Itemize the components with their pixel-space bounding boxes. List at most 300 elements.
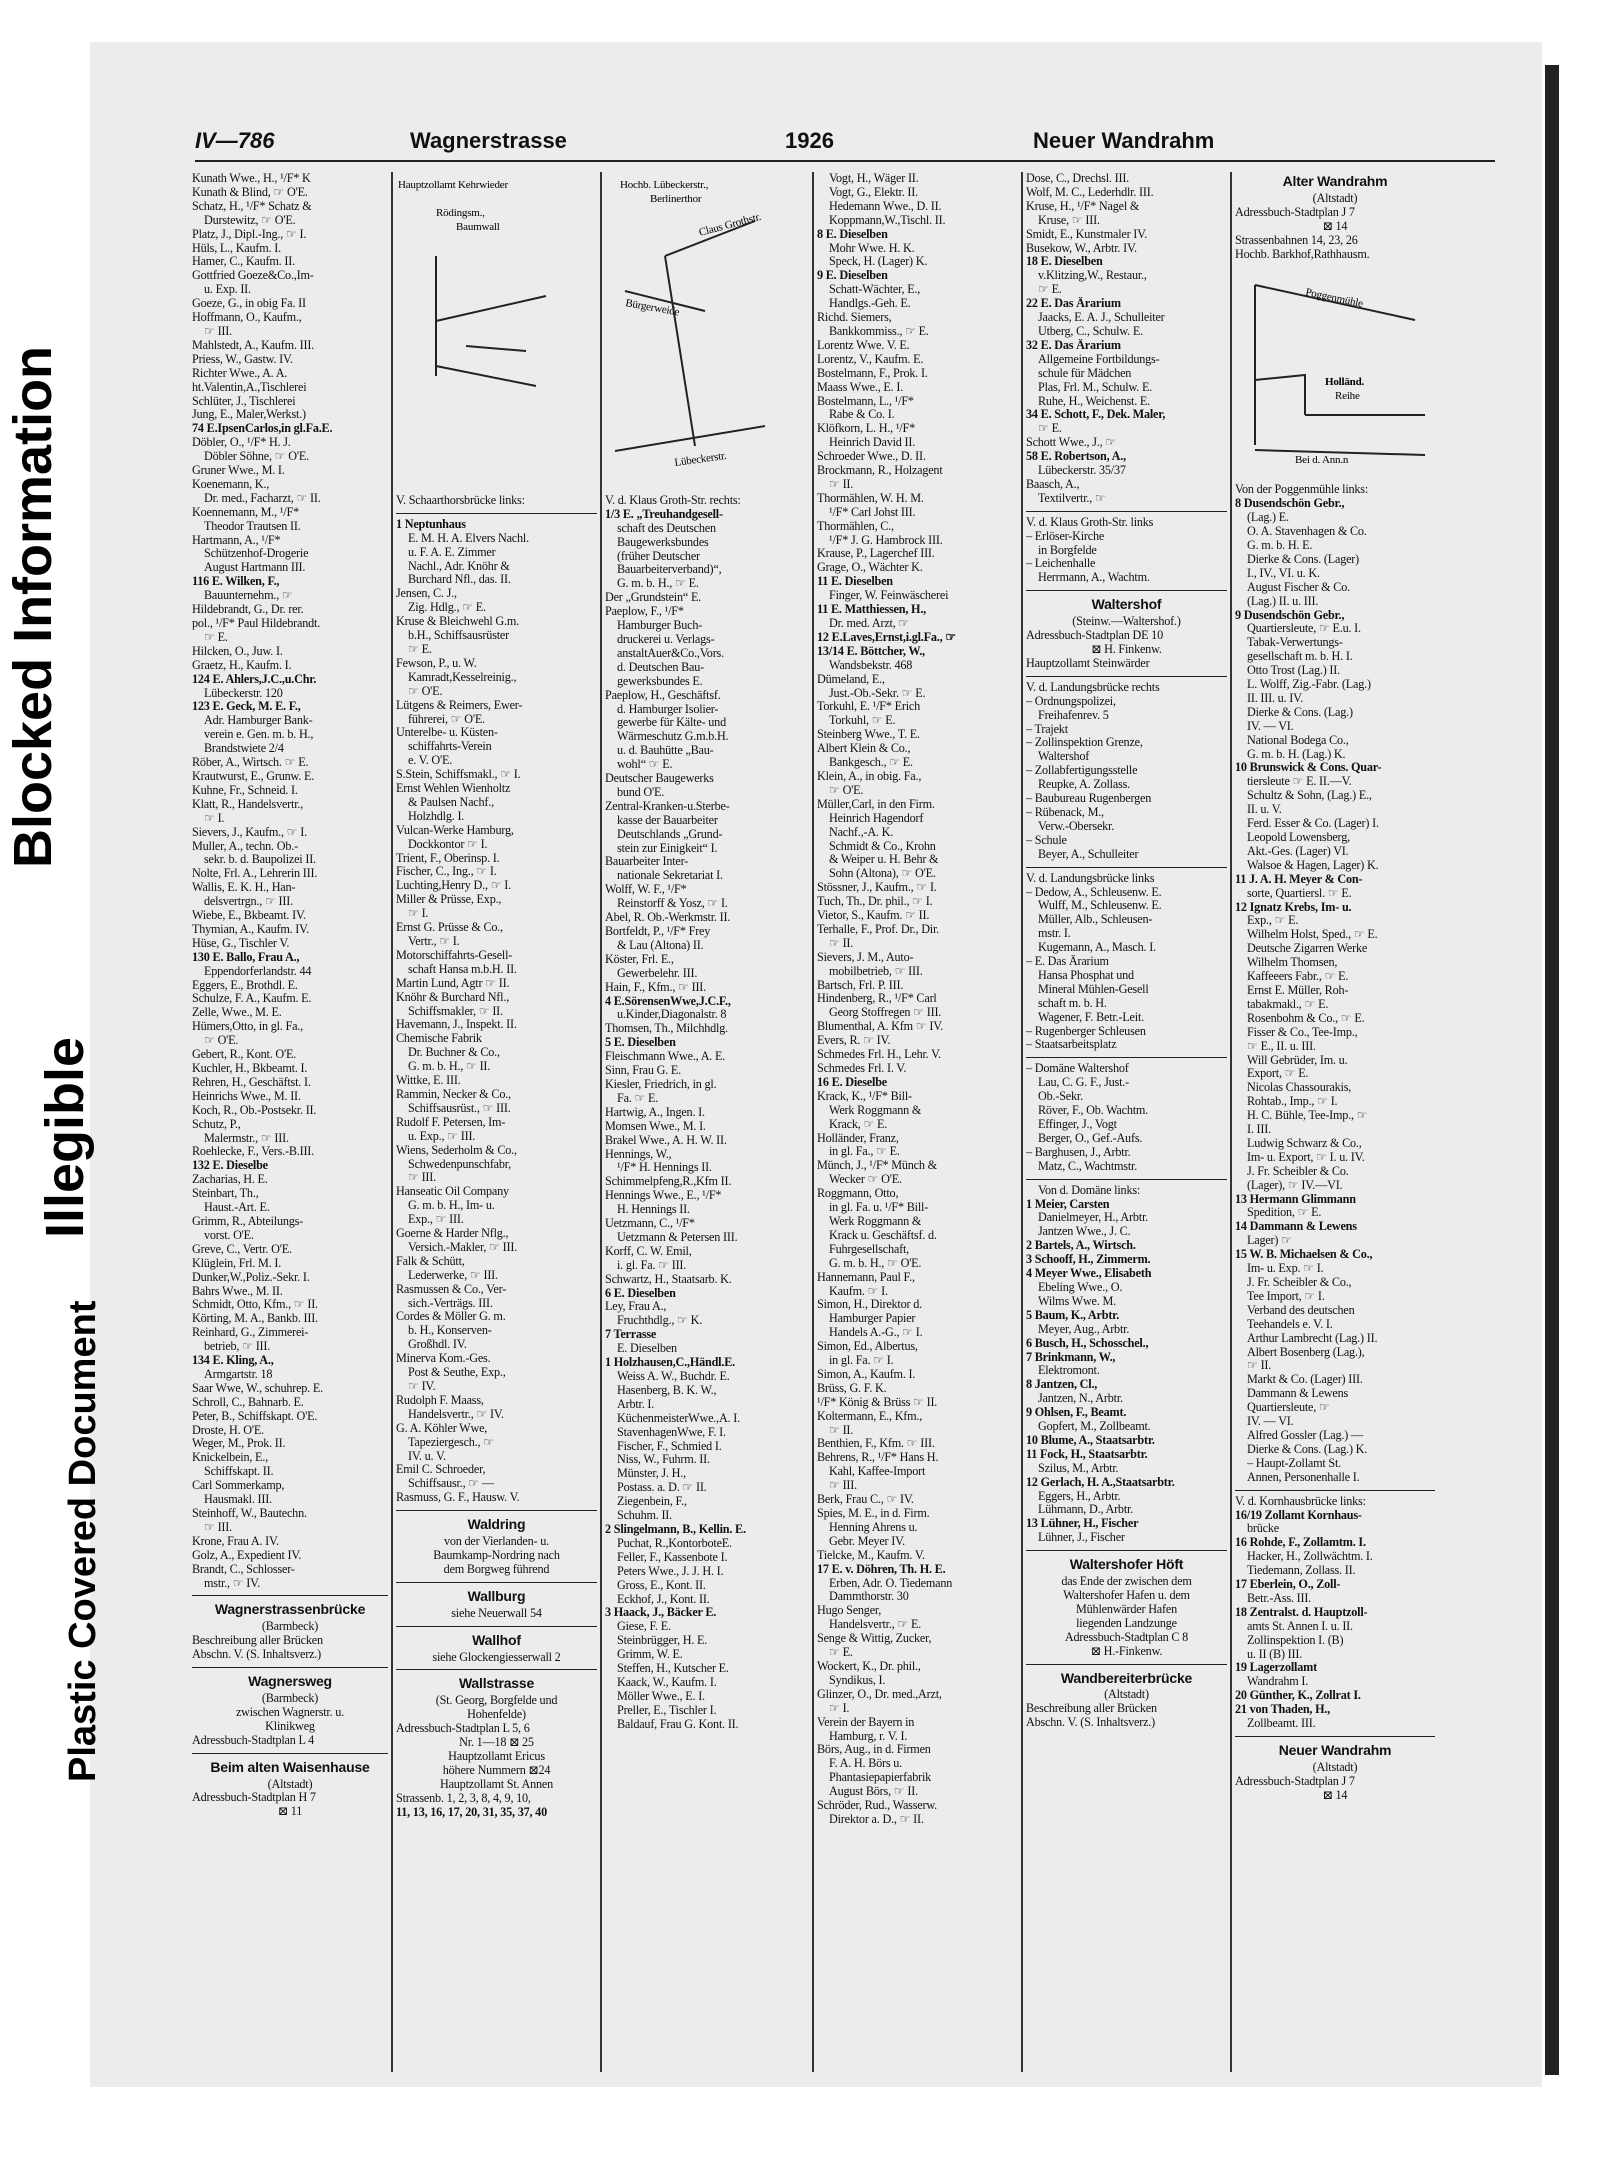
directory-entry-continuation: Tapeziergesch., ☞ (408, 1435, 494, 1449)
directory-entry-continuation: Schiffsmakler, ☞ II. (408, 1004, 503, 1018)
directory-entry-continuation: Ernst E. Müller, Roh- (1247, 983, 1349, 997)
house-number-entry: 1/3 E. „Treuhandgesell- (605, 507, 723, 521)
section-rule (396, 1669, 597, 1674)
directory-entry: Wolf, M. C., Lederhdlr. III. (1026, 185, 1154, 199)
directory-entry: Carl Sommerkamp, (192, 1479, 285, 1493)
section-rule (396, 1582, 597, 1587)
house-number-entry: 1 Neptunhaus (396, 517, 466, 531)
directory-entry-continuation: nationale Sekretariat I. (617, 869, 723, 883)
map-label: Rödingsm., (436, 207, 485, 219)
directory-entry-continuation: mstr., ☞ IV. (204, 1576, 261, 1590)
street-map-svg (1235, 265, 1431, 475)
directory-entry-continuation: Wilhelm Thomsen, (1247, 956, 1338, 970)
directory-entry: Brakel Wwe., A. H. W. II. (605, 1133, 727, 1147)
directory-entry-continuation: Spedition, ☞ E. (1247, 1206, 1322, 1220)
directory-entry: Goerne & Harder Nflg., (396, 1227, 509, 1241)
directory-entry-continuation: Dierke & Cons. (Lag.) (1247, 705, 1353, 719)
directory-entry-continuation: Ebeling Wwe., O. (1038, 1280, 1123, 1294)
directory-entry-continuation: ☞ E. (829, 1646, 853, 1660)
directory-entry: Schutz, P., (192, 1117, 241, 1131)
directory-entry-continuation: Lühner, J., Fischer (1038, 1531, 1125, 1545)
directory-entry-continuation: Im- u. Export, ☞ I. u. IV. (1247, 1150, 1365, 1164)
directory-entry: Maass Wwe., E. I. (817, 380, 904, 394)
directory-entry-continuation: IV. — VI. (1247, 719, 1294, 733)
directory-entry-continuation: Kaufm. ☞ I. (829, 1284, 888, 1298)
street-lines (436, 256, 546, 386)
directory-entry-continuation: Annen, Personenhalle I. (1247, 1470, 1360, 1484)
directory-entry: – Leichenhalle (1026, 557, 1096, 571)
directory-entry: Albert Klein & Co., (817, 742, 911, 756)
directory-entry-continuation: kasse der Bauarbeiter (617, 813, 718, 827)
directory-entry-continuation: Fisser & Co., Tee-Imp., (1247, 1025, 1358, 1039)
directory-entry: Hennings, W., (605, 1147, 672, 1161)
house-number-entry: 6 Busch, H., Schosschel., (1026, 1336, 1149, 1350)
directory-entry: Ernst Wehlen Wienholtz (396, 782, 511, 796)
directory-entry: Koltermann, E., Kfm., (817, 1409, 923, 1423)
directory-entry-continuation: ☞ E. (204, 630, 228, 644)
directory-entry-continuation: ☞ O'E. (408, 684, 443, 698)
directory-entry: Rasmuss, G. F., Hausw. V. (396, 1491, 520, 1505)
directory-entry: V. d. Klaus Groth-Str. links (1026, 515, 1154, 529)
directory-entry: Vulcan-Werke Hamburg, (396, 823, 514, 837)
directory-entry: Köster, Frl. E., (605, 952, 674, 966)
directory-entry: Börs, Aug., in d. Firmen (817, 1743, 931, 1757)
directory-entry: Vietor, S., Kaufm. ☞ II. (817, 909, 930, 923)
directory-entry: Schulze, F. A., Kaufm. E. (192, 992, 312, 1006)
directory-entry-continuation: Just.-Ob.-Sekr. ☞ E. (829, 686, 926, 700)
directory-entry-continuation: ☞ O'E. (829, 783, 864, 797)
directory-entry-continuation: d. Deutschen Bau- (617, 660, 704, 674)
directory-entry-continuation: ☞ E. (1038, 283, 1062, 297)
directory-entry-continuation: Sohn (Altona), ☞ O'E. (829, 867, 936, 881)
directory-entry: G. A. Köhler Wwe, (396, 1421, 488, 1435)
directory-entry-continuation: G. m. b. H. (Lag.) K. (1247, 747, 1346, 761)
directory-entry: Von der Poggenmühle links: (1235, 483, 1369, 497)
directory-entry-continuation: Dammann & Lewens (1247, 1387, 1349, 1401)
street-lines (615, 221, 765, 451)
map-label: Hochb. Lübeckerstr., (620, 179, 709, 191)
directory-entry-continuation: Versich.-Makler, ☞ III. (408, 1240, 518, 1254)
directory-entry-continuation: Danielmeyer, H., Arbtr. (1038, 1211, 1148, 1225)
directory-entry: Adressbuch-Stadtplan L 5, 6 (396, 1722, 530, 1736)
directory-entry-continuation: ☞ I. (829, 1701, 850, 1715)
directory-entry-continuation: Ruhe, H., Weichenst. E. (1038, 394, 1150, 408)
directory-entry-continuation: Fruchthdlg., ☞ K. (617, 1314, 703, 1328)
map-label: Bei d. Ann.n (1295, 454, 1349, 467)
map-label: Lübeckerstr. (673, 449, 728, 469)
directory-entry: Ernst G. Prüsse & Co., (396, 921, 503, 935)
directory-entry-continuation: sekr. b. d. Baupolizei II. (204, 853, 316, 867)
house-number-entry: 3 Haack, J., Bäcker E. (605, 1606, 717, 1620)
directory-entry-continuation: Post & Seuthe, Exp., (408, 1366, 506, 1380)
directory-entry: Klein, A., in obig. Fa., (817, 769, 922, 783)
directory-entry-continuation: Beyer, A., Schulleiter (1038, 847, 1139, 861)
directory-entry: Baasch, A., (1026, 477, 1080, 491)
directory-entry: Hochb. Barkhof,Rathhausm. (1235, 247, 1370, 261)
directory-entry-continuation: II. u. V. (1247, 803, 1282, 817)
side-label-illegible: Illegible (35, 1036, 95, 1238)
directory-entry: Spies, M. E., in d. Firm. (817, 1507, 930, 1520)
directory-entry-continuation: schaft Hansa m.b.H. II. (408, 962, 517, 976)
directory-entry: Rasmussen & Co., Ver- (396, 1282, 507, 1296)
directory-entry-continuation: Wandrahm I. (1247, 1675, 1309, 1689)
street-note: Hohenfelde) (467, 1708, 526, 1722)
directory-entry-continuation: Markt & Co. (Lager) III. (1247, 1373, 1363, 1387)
directory-entry: Unterelbe- u. Küsten- (396, 726, 498, 740)
directory-entry-continuation: ☞ II. (829, 936, 854, 950)
header-rule (195, 160, 1495, 162)
directory-entry-continuation: Jantzen, N., Arbtr. (1038, 1392, 1123, 1406)
directory-entry-continuation: (Lager), ☞ IV.—VI. (1247, 1178, 1343, 1192)
directory-entry-continuation: Von d. Domäne links: (1038, 1183, 1141, 1197)
section-rule (1026, 1664, 1227, 1669)
street-note: (Steinw.—Waltershof.) (1072, 615, 1181, 629)
directory-entry: Wallis, E. K. H., Han- (192, 881, 296, 895)
directory-entry-continuation: Krack u. Geschäftsf. d. (829, 1228, 937, 1242)
side-label-plastic: Plastic Covered Document (62, 1300, 104, 1782)
directory-entry: Graetz, H., Kaufm. I. (192, 658, 292, 672)
directory-entry-continuation: O. A. Stavenhagen & Co. (1247, 525, 1367, 539)
house-number-entry: 11 J. A. H. Meyer & Con- (1235, 872, 1363, 886)
house-number-entry: 12 E.Laves,Ernst,i.gl.Fa., ☞ (817, 630, 957, 644)
street-heading: Alter Wandrahm (1282, 175, 1388, 189)
directory-entry: Thormählen, C., (817, 519, 894, 533)
directory-entry-continuation: Schiffsausr., ☞ — (408, 1477, 494, 1491)
directory-entry: Roehlecke, F., Vers.-B.III. (192, 1145, 315, 1159)
house-number-entry: 8 Dusendschön Gebr., (1235, 497, 1345, 511)
directory-entry: Cordes & Möller G. m. (396, 1310, 506, 1324)
directory-entry: Kuhne, Fr., Schneid. I. (192, 783, 298, 797)
directory-entry: Lütgens & Reimers, Ewer- (396, 698, 523, 712)
directory-entry-continuation: Gewerbelehr. III. (617, 966, 698, 980)
directory-entry-continuation: Georg Stoffregen ☞ III. (829, 1006, 942, 1020)
directory-entry: Schröder, Rud., Wasserw. (817, 1799, 937, 1813)
directory-entry-continuation: StavenhagenWwe, F. I. (617, 1425, 726, 1439)
directory-entry-continuation: schule für Mädchen (1038, 366, 1132, 380)
directory-entry: Sievers, J., Kaufm., ☞ I. (192, 825, 307, 839)
directory-entry-continuation: Szilus, M., Arbtr. (1038, 1461, 1119, 1475)
directory-entry-continuation: Hasenberg, B. K. W., (617, 1383, 717, 1397)
directory-entry: Saar Wwe, W., schuhrep. E. (192, 1381, 323, 1395)
house-number-entry: 8 Jantzen, Cl., (1026, 1378, 1098, 1392)
directory-entry-continuation: Holzhdlg. I. (408, 809, 465, 823)
directory-entry: Der „Grundstein“ E. (605, 591, 702, 605)
house-number-entry: 18 E. Dieselben (1026, 255, 1103, 269)
street-note: Hauptzollamt Ericus (448, 1749, 545, 1763)
directory-entry-continuation: delsvertrgn., ☞ III. (204, 895, 293, 909)
directory-entry-continuation: E. Dieselben (617, 1342, 677, 1356)
directory-entry: Zelle, Wwe., M. E. (192, 1006, 282, 1020)
directory-entry: – Domäne Waltershof (1026, 1062, 1129, 1076)
directory-entry-continuation: wohl“ ☞ E. (617, 758, 673, 772)
directory-entry: Mahlstedt, A., Kaufm. III. (192, 338, 315, 352)
directory-entry: Münch, J., ¹/F* Münch & (817, 1159, 937, 1173)
directory-entry-continuation: ¹/F* H. Hennings II. (617, 1161, 712, 1175)
directory-entry: Fischer, C., Ing., ☞ I. (396, 865, 497, 879)
directory-entry: V. Schaarthorsbrücke links: (396, 493, 525, 507)
directory-entry-continuation: amts St. Annen I. u. II. (1247, 1619, 1353, 1633)
directory-entry: Dose, C., Drechsl. III. (1026, 172, 1130, 185)
directory-entry-continuation: Durstewitz, ☞ O'E. (204, 213, 296, 227)
directory-entry: Wiebe, E., Bkbeamt. IV. (192, 909, 306, 923)
street-map-m2 (605, 176, 809, 490)
directory-entry-continuation: Plas, Frl. M., Schulw. E. (1038, 380, 1153, 394)
street-note: siehe Neuerwall 54 (451, 1606, 542, 1620)
directory-entry-continuation: u. Exp. II. (204, 283, 251, 297)
directory-entry: Tuch, Th., Dr. phil., ☞ I. (817, 895, 933, 909)
directory-entry: Weger, M., Prok. II. (192, 1437, 286, 1451)
directory-entry: Kunath Wwe., H., ¹/F* K (192, 172, 311, 185)
directory-entry-continuation: H. Hennings II. (617, 1203, 690, 1217)
directory-entry-continuation: Elektromont. (1038, 1364, 1100, 1378)
directory-entry: Klatt, R., Handelsvertr., (192, 797, 304, 811)
directory-entry: Hannemann, Paul F., (817, 1270, 915, 1284)
directory-entry-continuation: Verband des deutschen (1247, 1303, 1355, 1317)
directory-entry-continuation: Weiss A. W., Buchdr. E. (617, 1370, 730, 1383)
directory-entry: Hindenberg, R., ¹/F* Carl (817, 992, 937, 1006)
directory-entry: Hüls, L., Kaufm. I. (192, 241, 281, 255)
directory-entry: Hauptzollamt Steinwärder (1026, 656, 1150, 670)
directory-entry-continuation: schaft m. b. H. (1038, 996, 1107, 1010)
directory-entry-continuation: Gopfert, M., Zollbeamt. (1038, 1420, 1151, 1434)
directory-entry: – Zollinspektion Grenze, (1026, 736, 1143, 750)
directory-entry-continuation: in gl. Fa., ☞ E. (829, 1145, 900, 1159)
street-map-m3 (1235, 265, 1435, 479)
directory-entry: V. d. Klaus Groth-Str. rechts: (605, 493, 741, 507)
directory-entry: Schmidt, Otto, Kfm., ☞ II. (192, 1298, 318, 1312)
directory-entry-continuation: G. m. b. H., ☞ II. (408, 1060, 491, 1074)
house-number-entry: 116 E. Wilken, F., (192, 575, 280, 589)
directory-entry: Priess, W., Gastw. IV. (192, 352, 293, 366)
street-note: Hauptzollamt St. Annen (439, 1777, 554, 1791)
directory-entry: Hanseatic Oil Company (396, 1185, 509, 1199)
directory-entry-continuation: Brandstwiete 2/4 (204, 742, 284, 756)
directory-entry-continuation: ☞ I. (408, 907, 429, 921)
directory-column-1 (192, 172, 388, 1819)
directory-entry-continuation: Fuhrgesellschaft, (829, 1242, 909, 1256)
directory-entry: Hilcken, O., Juw. I. (192, 644, 283, 658)
directory-entry-continuation: Will Gebrüder, Im. u. (1247, 1053, 1348, 1067)
house-number-entry: 3 Schooff, H., Zimmerm. (1026, 1253, 1151, 1267)
directory-entry-continuation: Grimm, W. E. (617, 1648, 683, 1662)
directory-entry: Koennemann, M., ¹/F* (192, 505, 299, 519)
directory-entry-continuation: Preller, E., Tischler I. (617, 1703, 717, 1717)
street-note: Klinikweg (265, 1719, 315, 1733)
directory-entry: Adressbuch-Stadtplan J 7 (1235, 205, 1355, 219)
directory-entry-continuation: Dierke & Cons. (Lager) (1247, 552, 1360, 566)
directory-entry: Trient, F., Oberinsp. I. (396, 851, 500, 865)
house-number-entry: 1 Meier, Carsten (1026, 1197, 1110, 1211)
house-number-entry: 124 E. Ahlers,J.C.,u.Chr. (192, 672, 317, 686)
directory-entry: Kunath & Blind, ☞ O'E. (192, 185, 308, 199)
column-rule (1230, 172, 1232, 2072)
house-number-entry: 16/19 Zollamt Kornhaus- (1235, 1508, 1362, 1522)
street-map-m1 (396, 176, 597, 490)
directory-entry: Schatz, H., ¹/F* Schatz & (192, 199, 312, 213)
directory-entry: Thymian, A., Kaufm. IV. (192, 922, 310, 936)
directory-entry: ht.Valentin,A.,Tischlerei (192, 380, 307, 394)
directory-entry-continuation: Export, ☞ E. (1247, 1067, 1309, 1081)
directory-entry-continuation: Armgartstr. 18 (204, 1367, 273, 1381)
directory-entry: Brüss, G. F. K. (817, 1381, 887, 1395)
directory-entry: Hennings Wwe., E., ¹/F* (605, 1189, 722, 1203)
map-label: Hauptzollamt Kehrwieder (398, 179, 508, 191)
directory-column-3 (605, 172, 809, 1732)
directory-entry-continuation: ☞ I. (204, 811, 225, 825)
directory-entry-continuation: Handlgs.-Geh. E. (829, 297, 911, 311)
directory-entry: Abschn. V. (S. Inhaltsverz.) (192, 1648, 322, 1662)
directory-entry-continuation: Henning Ahrens u. (829, 1520, 918, 1534)
directory-entry: Verein der Bayern in (817, 1715, 915, 1729)
directory-entry-continuation: Adr. Hamburger Bank- (204, 714, 313, 728)
street-note: liegenden Landzunge (1076, 1616, 1177, 1630)
directory-entry-continuation: Exp., ☞ E. (1247, 914, 1299, 928)
directory-entry-continuation: & Lau (Altona) II. (617, 938, 704, 952)
directory-entry: Goeze, G., in obig Fa. II (192, 297, 306, 311)
directory-entry-continuation: G. m. b. H., ☞ O'E. (829, 1256, 922, 1270)
street-note: dem Borgweg führend (443, 1562, 550, 1576)
directory-entry-continuation: Zollinspektion I. (B) (1247, 1633, 1344, 1647)
directory-entry-continuation: Effinger, J., Vogt (1038, 1118, 1117, 1131)
directory-entry: Krautwurst, E., Grunw. E. (192, 769, 315, 783)
house-number-entry: 32 E. Das Ärarium (1026, 338, 1121, 352)
directory-entry: Wolff, W. F., ¹/F* (605, 883, 687, 897)
directory-entry-continuation: Jaacks, E. A. J., Schulleiter (1038, 311, 1165, 325)
directory-entry-continuation: brücke (1247, 1522, 1279, 1536)
directory-entry-continuation: Nachl., Adr. Knöhr & (408, 559, 510, 573)
directory-entry: Grage, O., Wächter K. (817, 561, 923, 575)
house-number-entry: 130 E. Ballo, Frau A., (192, 950, 300, 964)
directory-entry-continuation: G. m. b. H. E. (1247, 538, 1313, 552)
street-note: zwischen Wagnerstr. u. (235, 1705, 345, 1719)
directory-entry-continuation: Koppmann,W.,Tischl. II. (829, 213, 946, 227)
directory-entry: Schlüter, J., Tischlerei (192, 394, 296, 408)
directory-entry: pol., ¹/F* Paul Hildebrandt. (192, 617, 321, 630)
street-heading: Waltershofer Höft (1069, 1558, 1184, 1573)
directory-entry: Martin Lund, Agtr ☞ II. (396, 976, 510, 990)
directory-entry-continuation: stein zur Einigkeit“ I. (617, 841, 718, 855)
street-note: ⊠ H.-Finkenw. (1090, 1644, 1163, 1658)
house-number-entry: 10 Blume, A., Staatsarbtr. (1026, 1433, 1155, 1447)
directory-entry: Muller, A., techn. Ob.- (192, 839, 298, 853)
directory-entry-continuation: Haust.-Art. E. (204, 1201, 270, 1215)
directory-entry-continuation: Kaffeeers Fabr., ☞ E. (1247, 970, 1349, 984)
directory-entry-continuation: Allgemeine Fortbildungs- (1038, 352, 1160, 366)
directory-entry: Uetzmann, C., ¹/F* (605, 1217, 695, 1231)
house-number-entry: 17 Eberlein, O., Zoll- (1235, 1578, 1341, 1592)
directory-entry-continuation: Vogt, G., Elektr. II. (829, 185, 919, 199)
directory-entry-continuation: Dr. med. Arzt, ☞ (829, 617, 910, 630)
directory-entry: Reinhard, G., Zimmerei- (192, 1326, 309, 1340)
directory-entry-continuation: betrieb, ☞ III. (204, 1340, 271, 1354)
directory-entry: Rehren, H., Geschäftst. I. (192, 1075, 311, 1089)
directory-column-4 (817, 172, 1018, 1827)
directory-entry: Hümers,Otto, in gl. Fa., (192, 1020, 303, 1034)
directory-entry-continuation: Vogt, H., Wäger II. (829, 172, 919, 185)
directory-entry: Droste, H. O'E. (192, 1423, 264, 1437)
directory-entry-continuation: Deutschlands „Grund- (617, 827, 723, 841)
directory-entry: Rudolf F. Petersen, Im- (396, 1115, 506, 1129)
street-note: Adressbuch-Stadtplan C 8 (1064, 1630, 1189, 1644)
directory-entry-continuation: (früher Deutscher (617, 549, 700, 563)
directory-entry-continuation: mstr. I. (1038, 927, 1071, 941)
directory-entry: Momsen Wwe., M. I. (605, 1119, 706, 1133)
directory-entry-continuation: Leopold Lowensberg, (1247, 831, 1350, 844)
directory-entry: Dümeland, E., (817, 672, 885, 686)
directory-entry: Knickelbein, E., (192, 1451, 268, 1465)
house-number-entry: 9 E. Dieselben (817, 269, 888, 283)
directory-entry-continuation: verein e. Gen. m. b. H., (204, 728, 314, 742)
directory-entry-continuation: Reinstorff & Yosz, ☞ I. (617, 897, 728, 911)
house-number-entry: 16 E. Dieselbe (817, 1075, 887, 1089)
directory-entry-continuation: mobilbetrieb, ☞ III. (829, 964, 923, 978)
directory-entry-continuation: Textilvertr., ☞ (1038, 491, 1106, 505)
directory-entry: Sievers, J. M., Auto- (817, 950, 914, 964)
directory-entry: Golz, A., Expedient IV. (192, 1548, 302, 1562)
directory-entry: Terhalle, F., Prof. Dr., Dir. (817, 922, 940, 936)
directory-entry-continuation: Lühmann, D., Arbtr. (1038, 1503, 1134, 1517)
directory-entry-continuation: Matz, C., Wachtmstr. (1038, 1159, 1138, 1173)
directory-entry: Strassenbahnen 14, 23, 26 (1235, 233, 1358, 247)
directory-entry-continuation: Hamburger Buch- (617, 619, 703, 633)
map-label: Poggenmühle (1304, 286, 1364, 311)
directory-entry: Jung, E., Maler,Werkst.) (192, 408, 306, 422)
directory-entry-continuation: Jantzen Wwe., J. C. (1038, 1225, 1131, 1239)
directory-entry-continuation: Fa. ☞ E. (617, 1091, 659, 1105)
directory-entry-continuation: Ludwig Schwarz & Co., (1247, 1136, 1362, 1150)
directory-entry-continuation: Krack, ☞ E. (829, 1117, 888, 1131)
directory-entry: Körting, M. A., Bankb. III. (192, 1312, 318, 1326)
directory-entry-continuation: J. Fr. Scheibler & Co., (1247, 1276, 1352, 1289)
directory-entry: Hartmann, A., ¹/F* (192, 533, 281, 547)
directory-entry-continuation: I. III. (1247, 1123, 1271, 1137)
column-rule (600, 172, 602, 2072)
street-heading: Waltershof (1091, 598, 1162, 613)
section-rule (192, 1667, 388, 1672)
directory-entry: – Zollabfertigungsstelle (1026, 764, 1138, 778)
house-number-entry: 19 Lagerzollamt (1235, 1661, 1317, 1675)
directory-entry-continuation: d. Hamburger Isolier- (617, 702, 719, 716)
section-rule (1026, 1550, 1227, 1555)
directory-entry-continuation: in gl. Fa. ☞ I. (829, 1354, 894, 1368)
directory-entry-continuation: schiffahrts-Verein (408, 740, 492, 754)
directory-entry: Jensen, C. J., (396, 587, 457, 601)
directory-entry-continuation: Werk Roggmann & (829, 1103, 922, 1117)
directory-entry-continuation: Hacker, H., Zollwächtm. I. (1247, 1550, 1373, 1564)
directory-entry-continuation: Burchard Nfl., das. II. (408, 573, 511, 587)
house-number-entry: 1 Holzhausen,C.,Händl.E. (605, 1356, 735, 1370)
section-rule (1026, 590, 1227, 595)
directory-entry-continuation: Waltershof (1038, 750, 1090, 764)
column-rule (812, 172, 814, 2072)
street-note: ⊠ 14 (1322, 219, 1348, 233)
directory-entry-continuation: Puchat, R.,KontorboteE. (617, 1536, 732, 1550)
directory-entry: – Erlöser-Kirche (1026, 529, 1105, 543)
directory-entry-continuation: Wecker ☞ O'E. (829, 1173, 902, 1187)
directory-entry-continuation: u. Exp., ☞ III. (408, 1129, 476, 1143)
directory-entry: Simon, Ed., Albertus, (817, 1340, 918, 1354)
house-number-entry: 2 Bartels, A., Wirtsch. (1026, 1239, 1136, 1253)
directory-entry-continuation: Kruse, ☞ III. (1038, 213, 1100, 227)
directory-entry: Brockmann, R., Holzagent (817, 464, 943, 478)
house-number-entry: 18 Zentralst. d. Hauptzoll- (1235, 1605, 1368, 1619)
street-note: Nr. 1—18 ⊠ 25 (459, 1736, 534, 1750)
directory-entry-continuation: Walsoe & Hagen, Lager) K. (1247, 858, 1379, 872)
directory-entry-continuation: Dockkontor ☞ I. (408, 837, 488, 851)
directory-entry-continuation: Dammthorstr. 30 (829, 1590, 909, 1604)
directory-entry-continuation: führerei, ☞ O'E. (408, 712, 485, 726)
directory-entry-continuation: Mohr Wwe. H. K. (829, 241, 915, 255)
